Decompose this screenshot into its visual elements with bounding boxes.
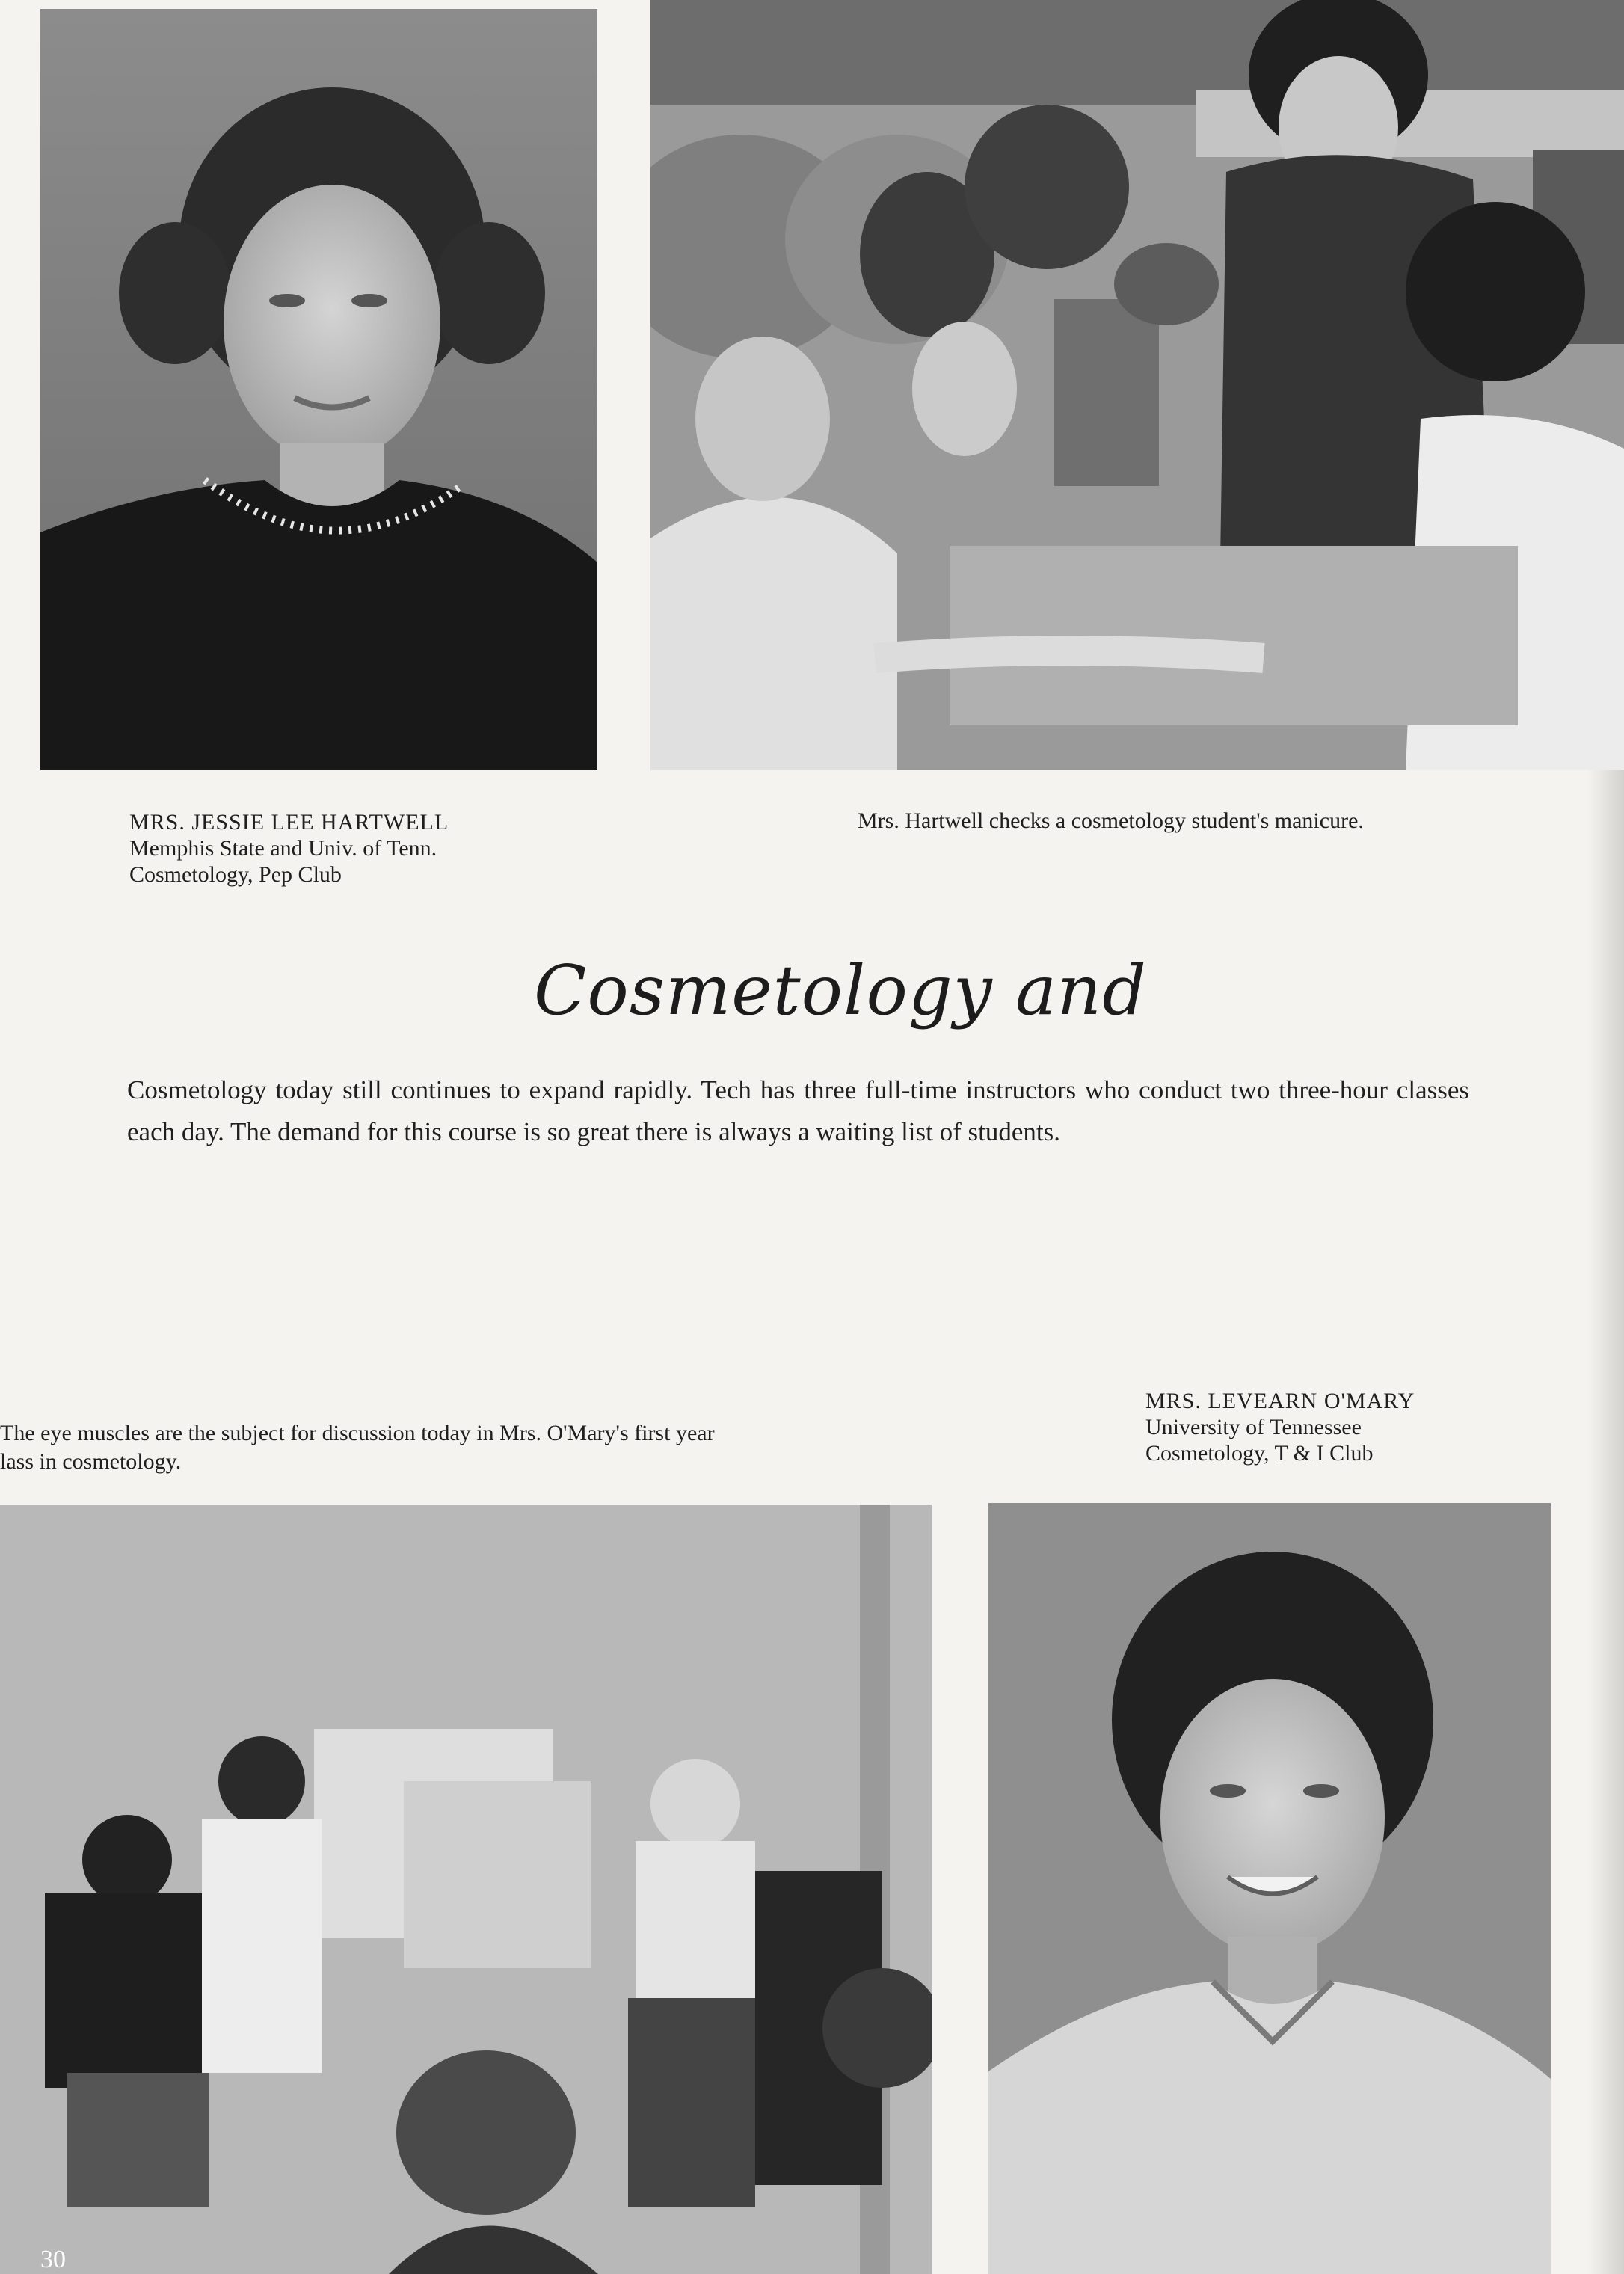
body-paragraph: Cosmetology today still continues to expand rapidly. Tech has three full-time instructors who conduct two three-hour classes each day. The demand for this course is so great there is always a waiting list of students. (127, 1075, 1469, 1146)
hartwell-caption (129, 809, 449, 888)
omary-portrait-photo (988, 1503, 1551, 2274)
omary-department: Cosmetology, T & I Club (1145, 1441, 1374, 1466)
manicure-photo (650, 0, 1624, 770)
section-heading: Cosmetology and (534, 950, 1147, 1030)
omary-education: University of Tennessee (1145, 1415, 1362, 1439)
omary-name: MRS. LEVEARN O'MARY (1145, 1389, 1415, 1413)
eye-class-caption-line-1: The eye muscles are the subject for discussion today in Mrs. O'Mary's first year (0, 1421, 715, 1445)
manicure-caption: Mrs. Hartwell checks a cosmetology student's manicure. (858, 808, 1364, 833)
page-number: 30 (40, 2246, 66, 2273)
eye-class-caption (0, 1419, 715, 1476)
eye-class-photo (0, 1505, 932, 2274)
hartwell-name: MRS. JESSIE LEE HARTWELL (129, 810, 449, 835)
omary-caption (1145, 1388, 1415, 1466)
hartwell-education: Memphis State and Univ. of Tenn. (129, 836, 437, 861)
eye-class-caption-line-2: lass in cosmetology. (0, 1449, 182, 1474)
hartwell-department: Cosmetology, Pep Club (129, 862, 342, 887)
hartwell-portrait-photo (40, 9, 597, 770)
